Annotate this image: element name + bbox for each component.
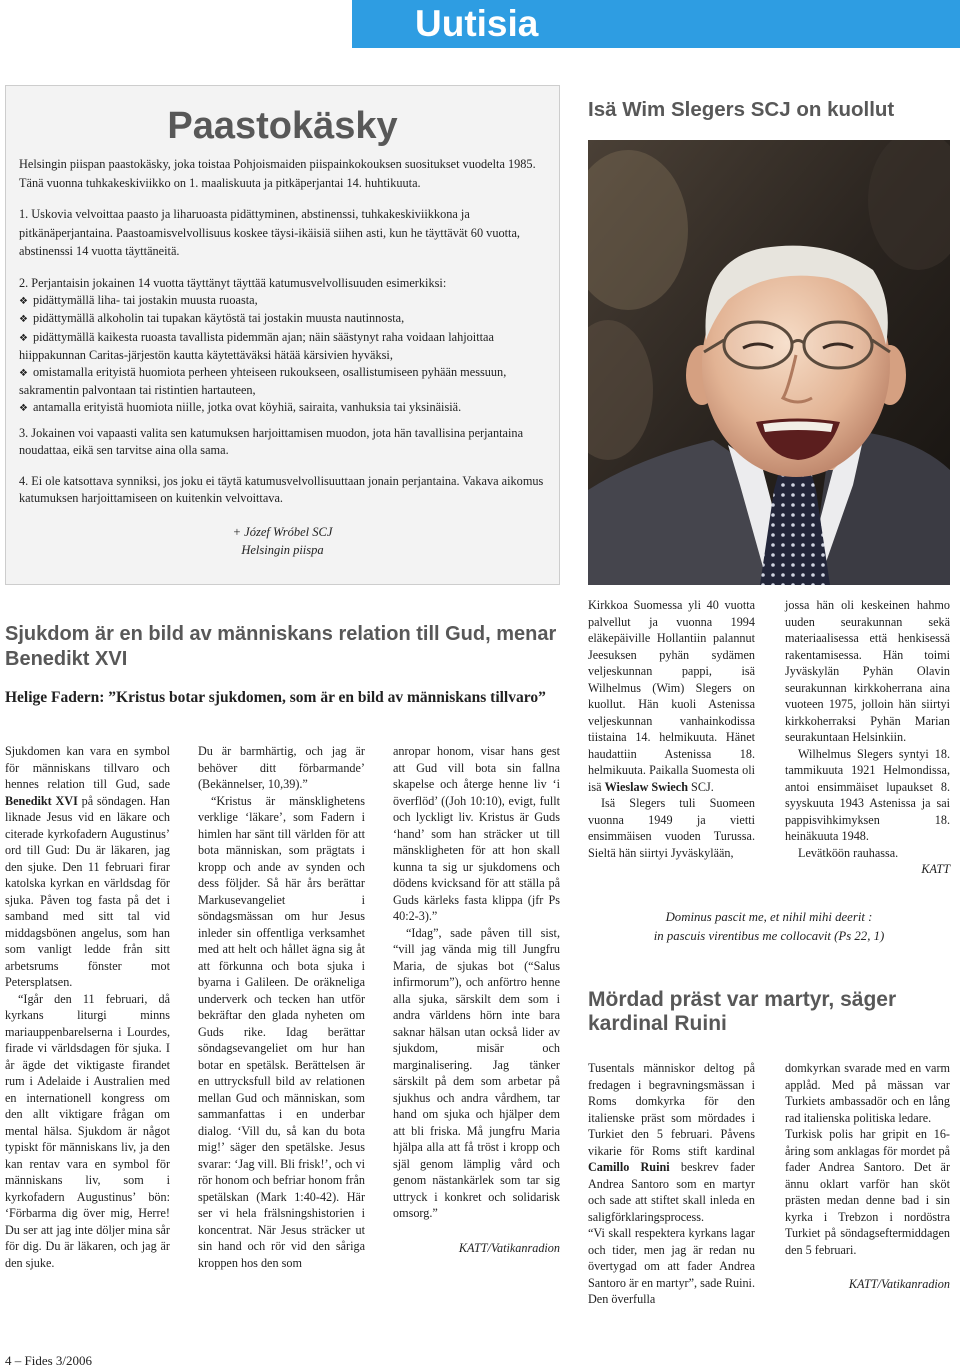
text-run: Sjukdomen kan vara en symbol för människans tillvaro och hennes relation till Gud, sade (5, 744, 170, 791)
fasting-rule-3: 3. Jokainen voi vapaasti valita sen katumuksen harjoittamisen muodon, jota hän tavallisina perjantaina noudattaa, eikä sen tarvitse aina olla sama. (19, 426, 524, 457)
sickness-column-2 (198, 743, 365, 1271)
diamond-bullet-icon (19, 311, 28, 325)
fasting-rule-2-item-text: pidättymällä kaikesta ruoasta tavallista pidemmän ajan; näin säästynyt raha voidaan lahjoittaa hiippakunnan Caritas-järjestön kautta käytettäväksi hätää kärsivien hyväksi, (19, 329, 494, 362)
article-paragraph: “Vi skall respektera kyrkans lagar och tider, men jag är redan nu övertygad om att fader Andrea Santoro är en martyr”, sade Ruini. Den överfulla (588, 1226, 755, 1306)
obituary-closing: Levätköön rauhassa. (798, 845, 899, 860)
fasting-rule-2-item (19, 329, 549, 364)
sickness-article-title: Sjukdom är en bild av människans relation till Gud, menar Benedikt XVI (5, 623, 557, 670)
martyr-article-title: Mördad präst var martyr, säger kardinal Ruini (588, 988, 897, 1035)
article-paragraph: “Idag”, sade påven till sist, “vill jag vända mig till Jungfru Maria, de sjukas bot (“Salus infirmorum”), och anförtro henne alla sjuka, särskilt dem som i andra världens hörn inte bara saknar hälsan utan också lider av sjukdom, misär och marginalisering. Jag tänker särskilt på dem som arbetar på sjukhus och andra vårdhem, tar hand om sjuka och hjälper dem att bli friska. Må jungfru Maria hjälpa alla att få tröst i kropp och själ genom lämplig vård och genom nästankärlek som tar sig uttryck i konkret och solidarisk omsorg.” (393, 925, 560, 1220)
obituary-signoff: KATT (921, 862, 950, 876)
section-title: Uutisia (415, 3, 539, 44)
fasting-rule-2-item-text: pidättymällä liha- tai jostakin muusta ruoasta, (32, 292, 258, 307)
fasting-rule-2-item-text: omistamalla erityistä huomiota perheen yhteiseen rukoukseen, osallistumiseen pyhään messuun, sakramentin palvontaan tai ristintien hartauteen, (19, 364, 507, 397)
obituary-paragraph (588, 597, 755, 795)
article-paragraph: Du är barmhärtig, och jag är behöver ditt förbarmande’ (Bekännelser, 10,39).” (198, 744, 365, 791)
article-paragraph: Turkisk polis har gripit en 16-åring som anklagas för mordet på fader Andrea Santoro. Det är ännu oklart varför han sköt prästen medan denne bad i sin kyrka i Trebzon i nordöstra Turkiet på söndagseftermiddagen den 5 februari. (785, 1127, 950, 1257)
fasting-article-box (5, 85, 560, 585)
article-paragraph: domkyrkan svarade med en varm applåd. Med på mässan var Turkiets ambassadör och en lång rad italienska politiska ledare. (785, 1061, 950, 1125)
quote-line: in pascuis virentibus me collocavit (Ps 22, 1) (653, 929, 885, 943)
diamond-bullet-icon (19, 365, 28, 379)
fasting-signature (6, 523, 559, 559)
article-paragraph: “Igår den 11 februari, då kyrkans liturgi minns mariauppenbarelserna i Lourdes, firade vi världsdagen för sjuka. I år ägde det viktigaste firandet rum i Adelaide i Australien med en internationell kongress om den allt viktigare frågan om mental hälsa. Sjukdom är något typiskt för människans liv, ja den kan rentav vara en symbol för människans liv, som i kyrkofadern Augustinus’ bön: ‘Förbarma dig över mig, Herre! Du ser att jag inte döljer mina sår för dig. Du är läkaren, och jag är den sjuke. (5, 991, 170, 1270)
bold-name: Benedikt XVI (5, 793, 78, 808)
fasting-intro: Helsingin piispan paastokäsky, joka toistaa Pohjoismaiden piispainkokouksen suositukset vuodelta 1985. Tänä vuonna tuhkakeskiviikko on 1. maaliskuuta ja pitkäperjantai 14. huhtikuuta. (19, 157, 536, 190)
text-run: Kirkkoa Suomessa yli 40 vuotta palvellut ja vuonna 1994 eläkepäiville Hollantiin palannut Jeesuksen pyhän sydämen veljeskunnan pappi, isä Wilhelmus (Wim) Slegers on kuollut. Hän kuoli Astenissa veljeskunnan vanhainkodissa tiistaina 14. helmikuuta. Hänet haudattiin Astenissa 18. helmikuuta. Paikalla Suomesta oli isä (588, 598, 755, 794)
sickness-column-1 (5, 743, 170, 1271)
bold-name: Wieslaw Swiech (604, 779, 688, 794)
sickness-column-3 (393, 743, 560, 1256)
article-paragraph (5, 743, 170, 991)
fasting-rule-2-item (19, 399, 549, 418)
page-footer: 4 – Fides 3/2006 (5, 1353, 93, 1368)
article-paragraph: “Kristus är mänsklighetens verklige ‘läkare’, som Fadern i himlen har sänt till världen för att bota människan, som prägtats i kropp och ande av synden och dess följder. Så här års berättar Markusevangeliet i söndagsmässan om hur Jesus inleder sin offentliga verksamhet med att helt och hållet ägna sig åt att förkunna och bota sjuka i byarna i Galileen. De oräkneliga underverk och tecken han utför bekräftar den glada nyheten om Guds rike. Idag berättar söndagsevangeliet om hur han botar en spetälsk. Berättelsen är en uttrycksfull bild av relationen mellan Gud och människan, som sammanfattas i en underbar dialog. ‘Vill du, så kan du bota mig!’ säger den spetälske. Jesus svarar: ‘Jag vill. Bli frisk!’, och vi rör honom och befriar honom från spetälskan (Mark 1:40-42). Här ser vi hela frälsningshistorien i koncentrat. När Jesus sträcker ut sin hand och rör vid den såriga kroppen hos den som (198, 793, 365, 1270)
diamond-bullet-icon (19, 330, 28, 344)
fasting-rule-2-item (19, 310, 549, 329)
sickness-signoff: KATT/Vatikanradion (458, 1240, 560, 1255)
text-run: SCJ. (688, 779, 714, 794)
fasting-rule-2-item (19, 364, 549, 399)
text-run: beskrev fader Andrea Santoro som en martyr och sade att stiftet skall inleda en saligförklaringsprocess. (588, 1160, 755, 1224)
section-banner (352, 0, 960, 48)
martyr-column-1 (588, 1060, 755, 1308)
diamond-bullet-icon (19, 400, 28, 414)
text-run: Tusentals människor deltog på fredagen i begravningsmässan i Roms domkyrka för den italienske präst som mördades i Turkiet den 5 februari. Påvens vikarie för Roms stift kardinal (588, 1061, 755, 1158)
article-paragraph: anropar honom, visar hans gest att Gud vill bota sin fallna skapelse och återge henne liv ‘i överflöd’ ((Joh 10:10), evigt, fullt och lyckligt liv. Kristus är Guds ‘hand’ som han sträcker ut till mänskligheten för att hon skall kunna ta sig ur sjukdomens och dödens kvicksand för att ställa på Guds kärleks fasta klippa (jfr Ps 40:2-3).” (393, 744, 560, 923)
fasting-rule-2-item-text: pidättymällä alkoholin tai tupakan käytöstä tai jostakin muusta nautinnosta, (32, 311, 405, 325)
martyr-column-2 (785, 1060, 950, 1293)
sickness-article-subtitle: Helige Fadern: ”Kristus botar sjukdomen, som är en bild av människans tillvaro” (5, 689, 546, 706)
obituary-paragraph: jossa hän oli keskeinen hahmo uuden seurakunnan sekä materiaalisessa että henkisessä rakentamisessa. Hän toimi Jyväskylän Pyhän Olavin seurakunnan kirkkoherrana aina vuoteen 1975, jolloin hän siirtyi kirkkoherraksi Pyhän Marian seurakuntaan Helsinkiin. (785, 598, 950, 744)
fasting-article-title: Paastokäsky (167, 105, 398, 147)
fasting-rule-2-item (19, 292, 549, 311)
martyr-signoff: KATT/Vatikanradion (848, 1277, 950, 1291)
fasting-rule-2-lead: 2. Perjantaisin jokainen 14 vuotta täyttänyt täyttää katumusvelvollisuuden esimerkiksi: (19, 276, 447, 290)
text-run: på söndagen. Han liknade Jesus vid en läkare och citerade kyrkofadern Augustinus’ ord till Gud: Du är läkaren, jag den sjuke. Den 11 februari firar katolska kyrkan en världsdag för sjuka. Påven tog fasta på det i samband med sitt tal vid middagsbönen angelus, som han som vanligt ledde från sitt arbetsrums fönster mot Petersplatsen. (5, 793, 171, 989)
fasting-rule-2 (19, 275, 549, 417)
signature-role: Helsingin piispa (241, 543, 324, 557)
obituary-title: Isä Wim Slegers SCJ on kuollut (588, 98, 895, 121)
obituary-column-1 (588, 597, 755, 861)
quote-line: Dominus pascit me, et nihil mihi deerit : (665, 910, 873, 924)
fasting-rule-1: 1. Uskovia velvoittaa paasto ja liharuoasta pidättyminen, abstinenssi, tuhkakeskiviikkona ja pitkänäperjantaina. Paastoamisvelvollisuus koskee täysi-ikäisiä siihen asti, kun he täyttävät 60 vuotta, abstinenssi 14 vuotta täyttäneitä. (19, 207, 520, 258)
obituary-column-2 (785, 597, 950, 878)
obituary-paragraph: Wilhelmus Slegers syntyi 18. tammikuuta 1921 Helmondissa, antoi ensimmäiset lupaukset 8. syyskuuta 1943 Astenissa ja sai pappisvihkimyksen 18. heinäkuuta 1948. (785, 746, 950, 843)
obituary-paragraph: Isä Slegers tuli Suomeen vuonna 1949 ja vietti ensimmäisen vuoden Turussa. Sieltä hän siirtyi Jyväskylään, (588, 796, 755, 860)
signature-name: + Józef Wróbel SCJ (232, 525, 333, 539)
portrait-photo (588, 140, 950, 585)
article-paragraph (588, 1060, 755, 1225)
fasting-rule-2-item-text: antamalla erityistä huomiota niille, jotka ovat köyhiä, sairaita, vanhuksia tai yksinäisiä. (32, 399, 462, 414)
diamond-bullet-icon (19, 293, 28, 307)
fasting-rule-4: 4. Ei ole katsottava synniksi, jos joku ei täytä katumusvelvollisuuttaan jonain perjantaina. Vakava aikomus katumuksen harjoittamiseen on kuitenkin velvoittava. (19, 474, 544, 505)
latin-quote (588, 908, 950, 946)
bold-name: Camillo Ruini (588, 1160, 670, 1174)
